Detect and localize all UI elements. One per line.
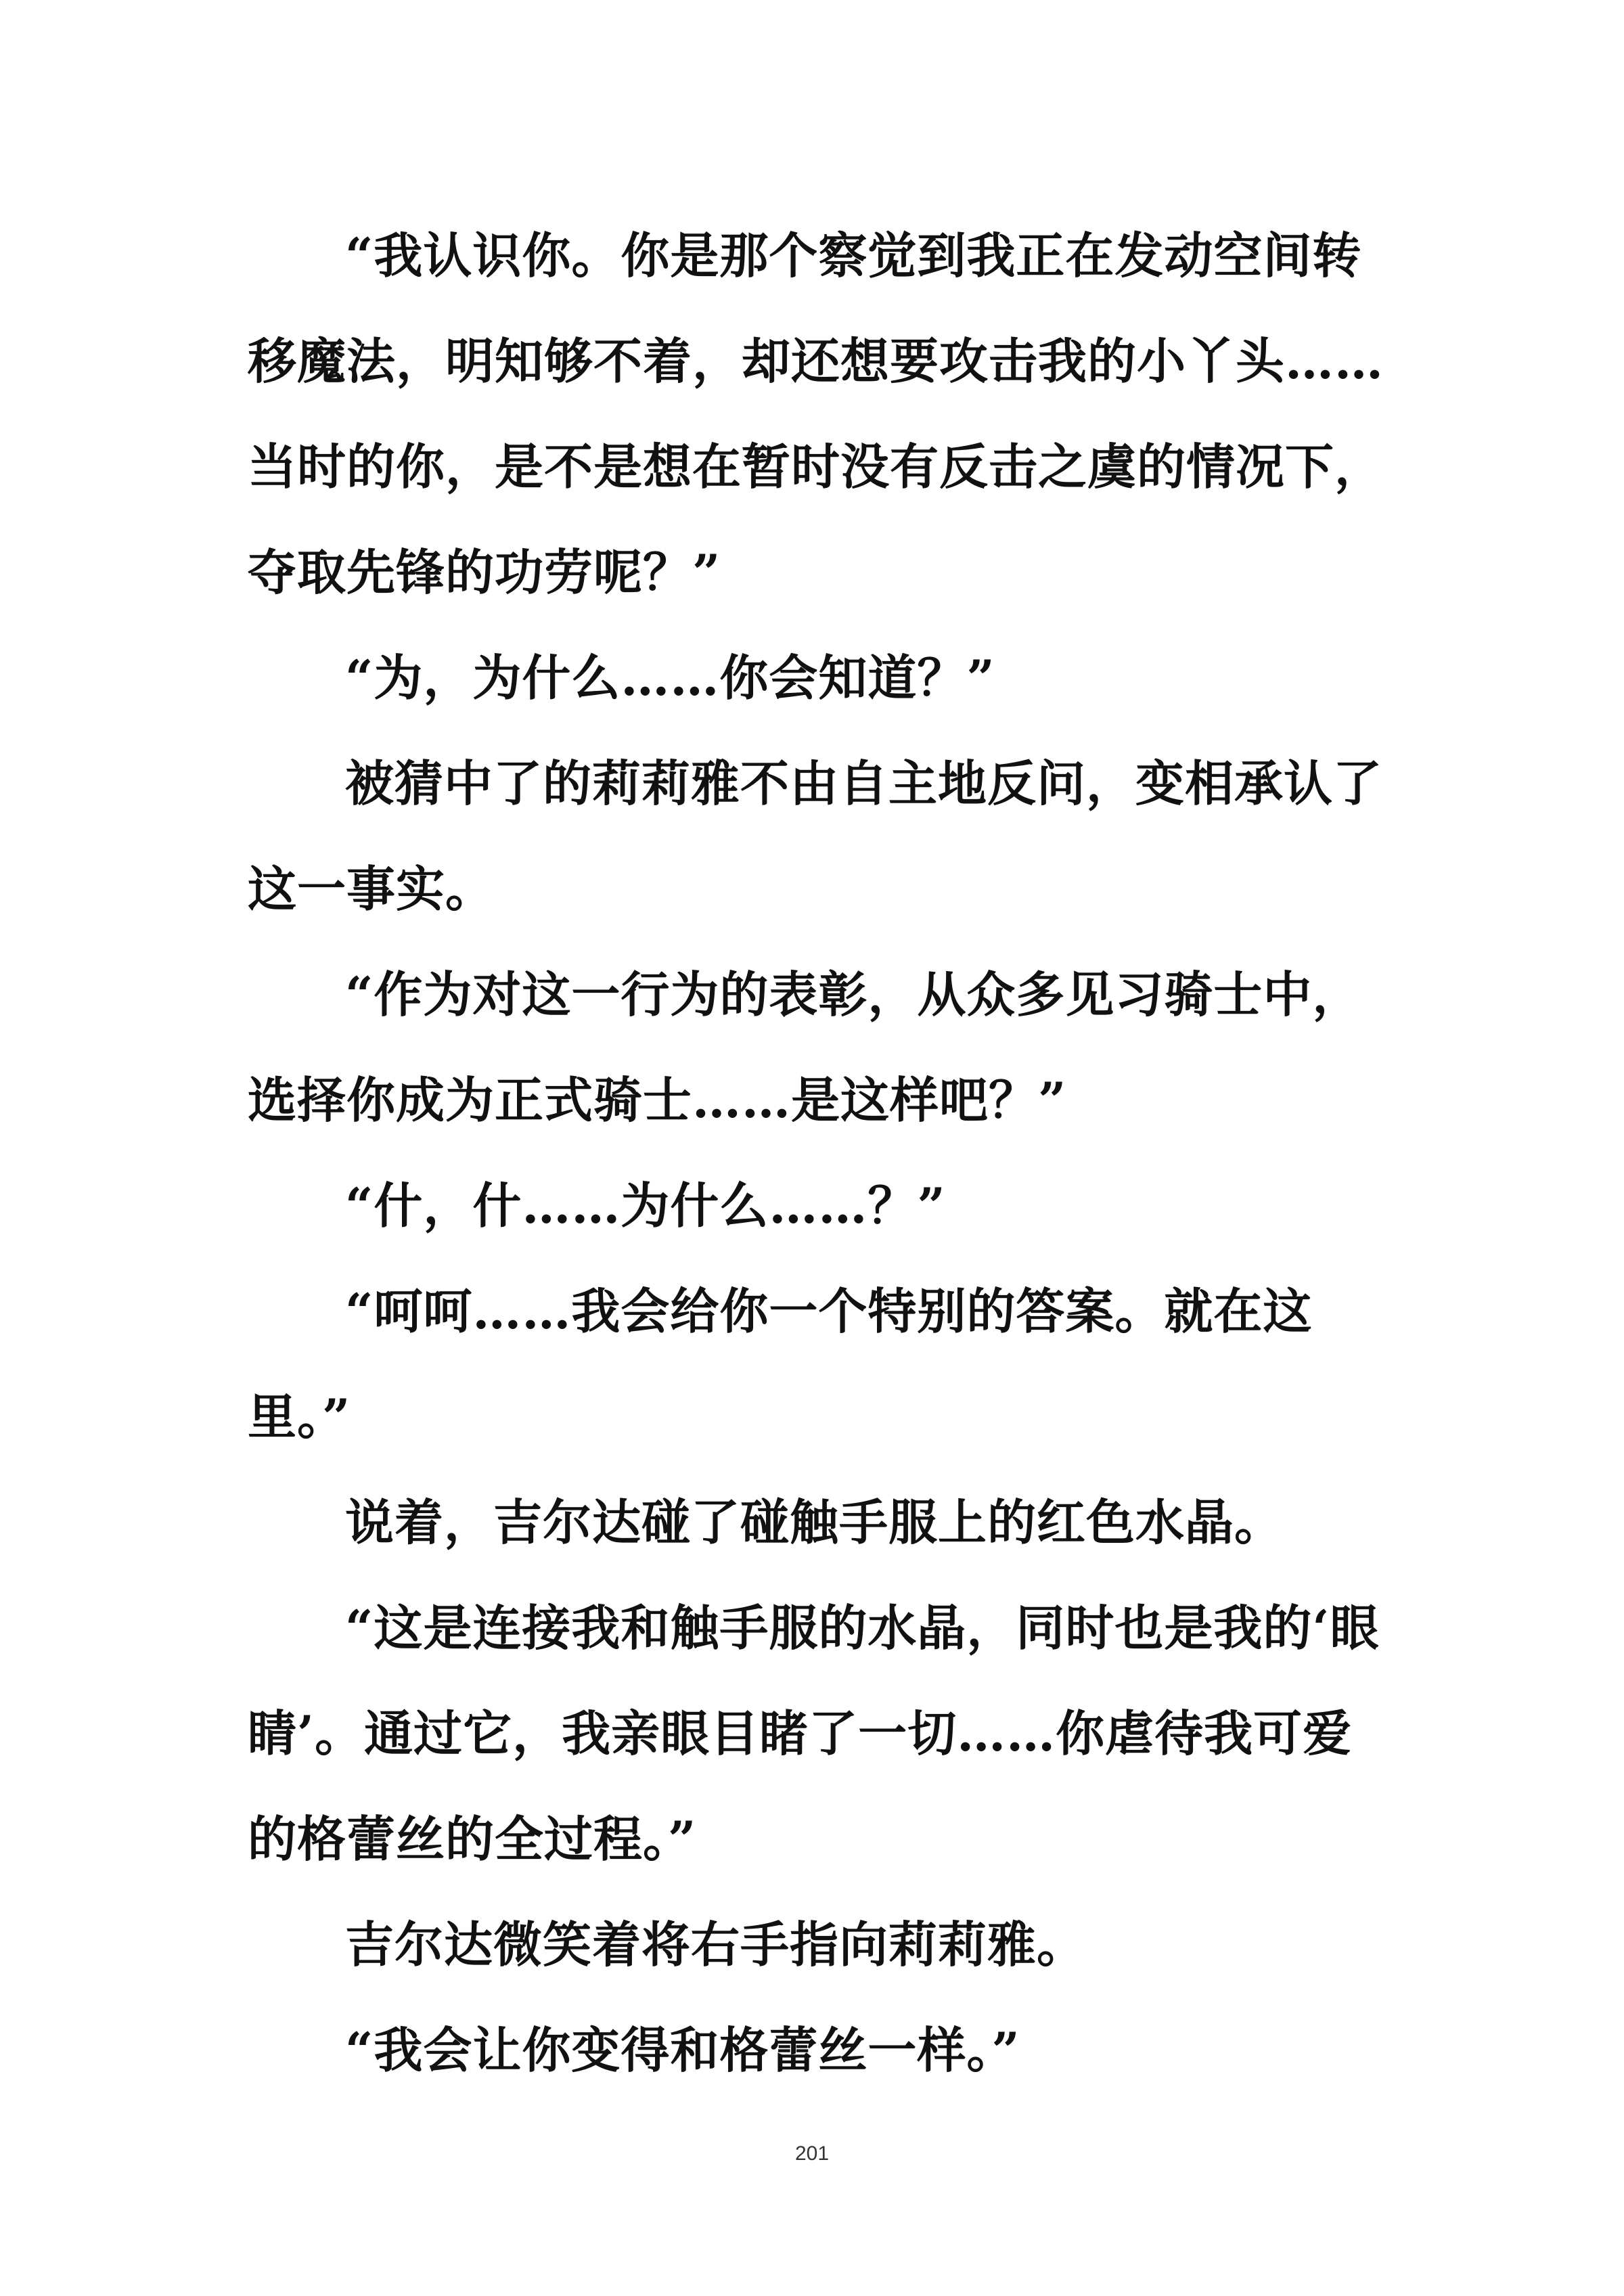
paragraph: “什，什……为什么……？” (345, 1177, 946, 1234)
paragraph: 说着，吉尔达碰了碰触手服上的红色水晶。 (345, 1493, 1284, 1551)
page-number: 201 (794, 2142, 830, 2165)
paragraph: “我会让你变得和格蕾丝一样。” (345, 2021, 1020, 2079)
paragraph: 吉尔达微笑着将右手指向莉莉雅。 (345, 1916, 1087, 1973)
paragraph: “作为对这一行为的表彰，从众多见习骑士中，选择你成为正式骑士……是这样吧？” (248, 966, 1362, 1129)
body-text (248, 203, 1384, 2103)
paragraph: 被猜中了的莉莉雅不由自主地反问，变相承认了这一事实。 (248, 755, 1383, 918)
paragraph: “这是连接我和触手服的水晶，同时也是我的‘眼睛’。通过它，我亲眼目睹了一切……你虐待我可爱的格蕾丝的全过程。” (248, 1599, 1380, 1868)
paragraph: “我认识你。你是那个察觉到我正在发动空间转移魔法，明知够不着，却还想要攻击我的小丫头……当时的你，是不是想在暂时没有反击之虞的情况下，夺取先锋的功劳呢？” (248, 227, 1384, 601)
paragraph: “呵呵……我会给你一个特别的答案。就在这里。” (248, 1282, 1313, 1445)
paragraph: “为，为什么……你会知道？” (345, 649, 995, 706)
